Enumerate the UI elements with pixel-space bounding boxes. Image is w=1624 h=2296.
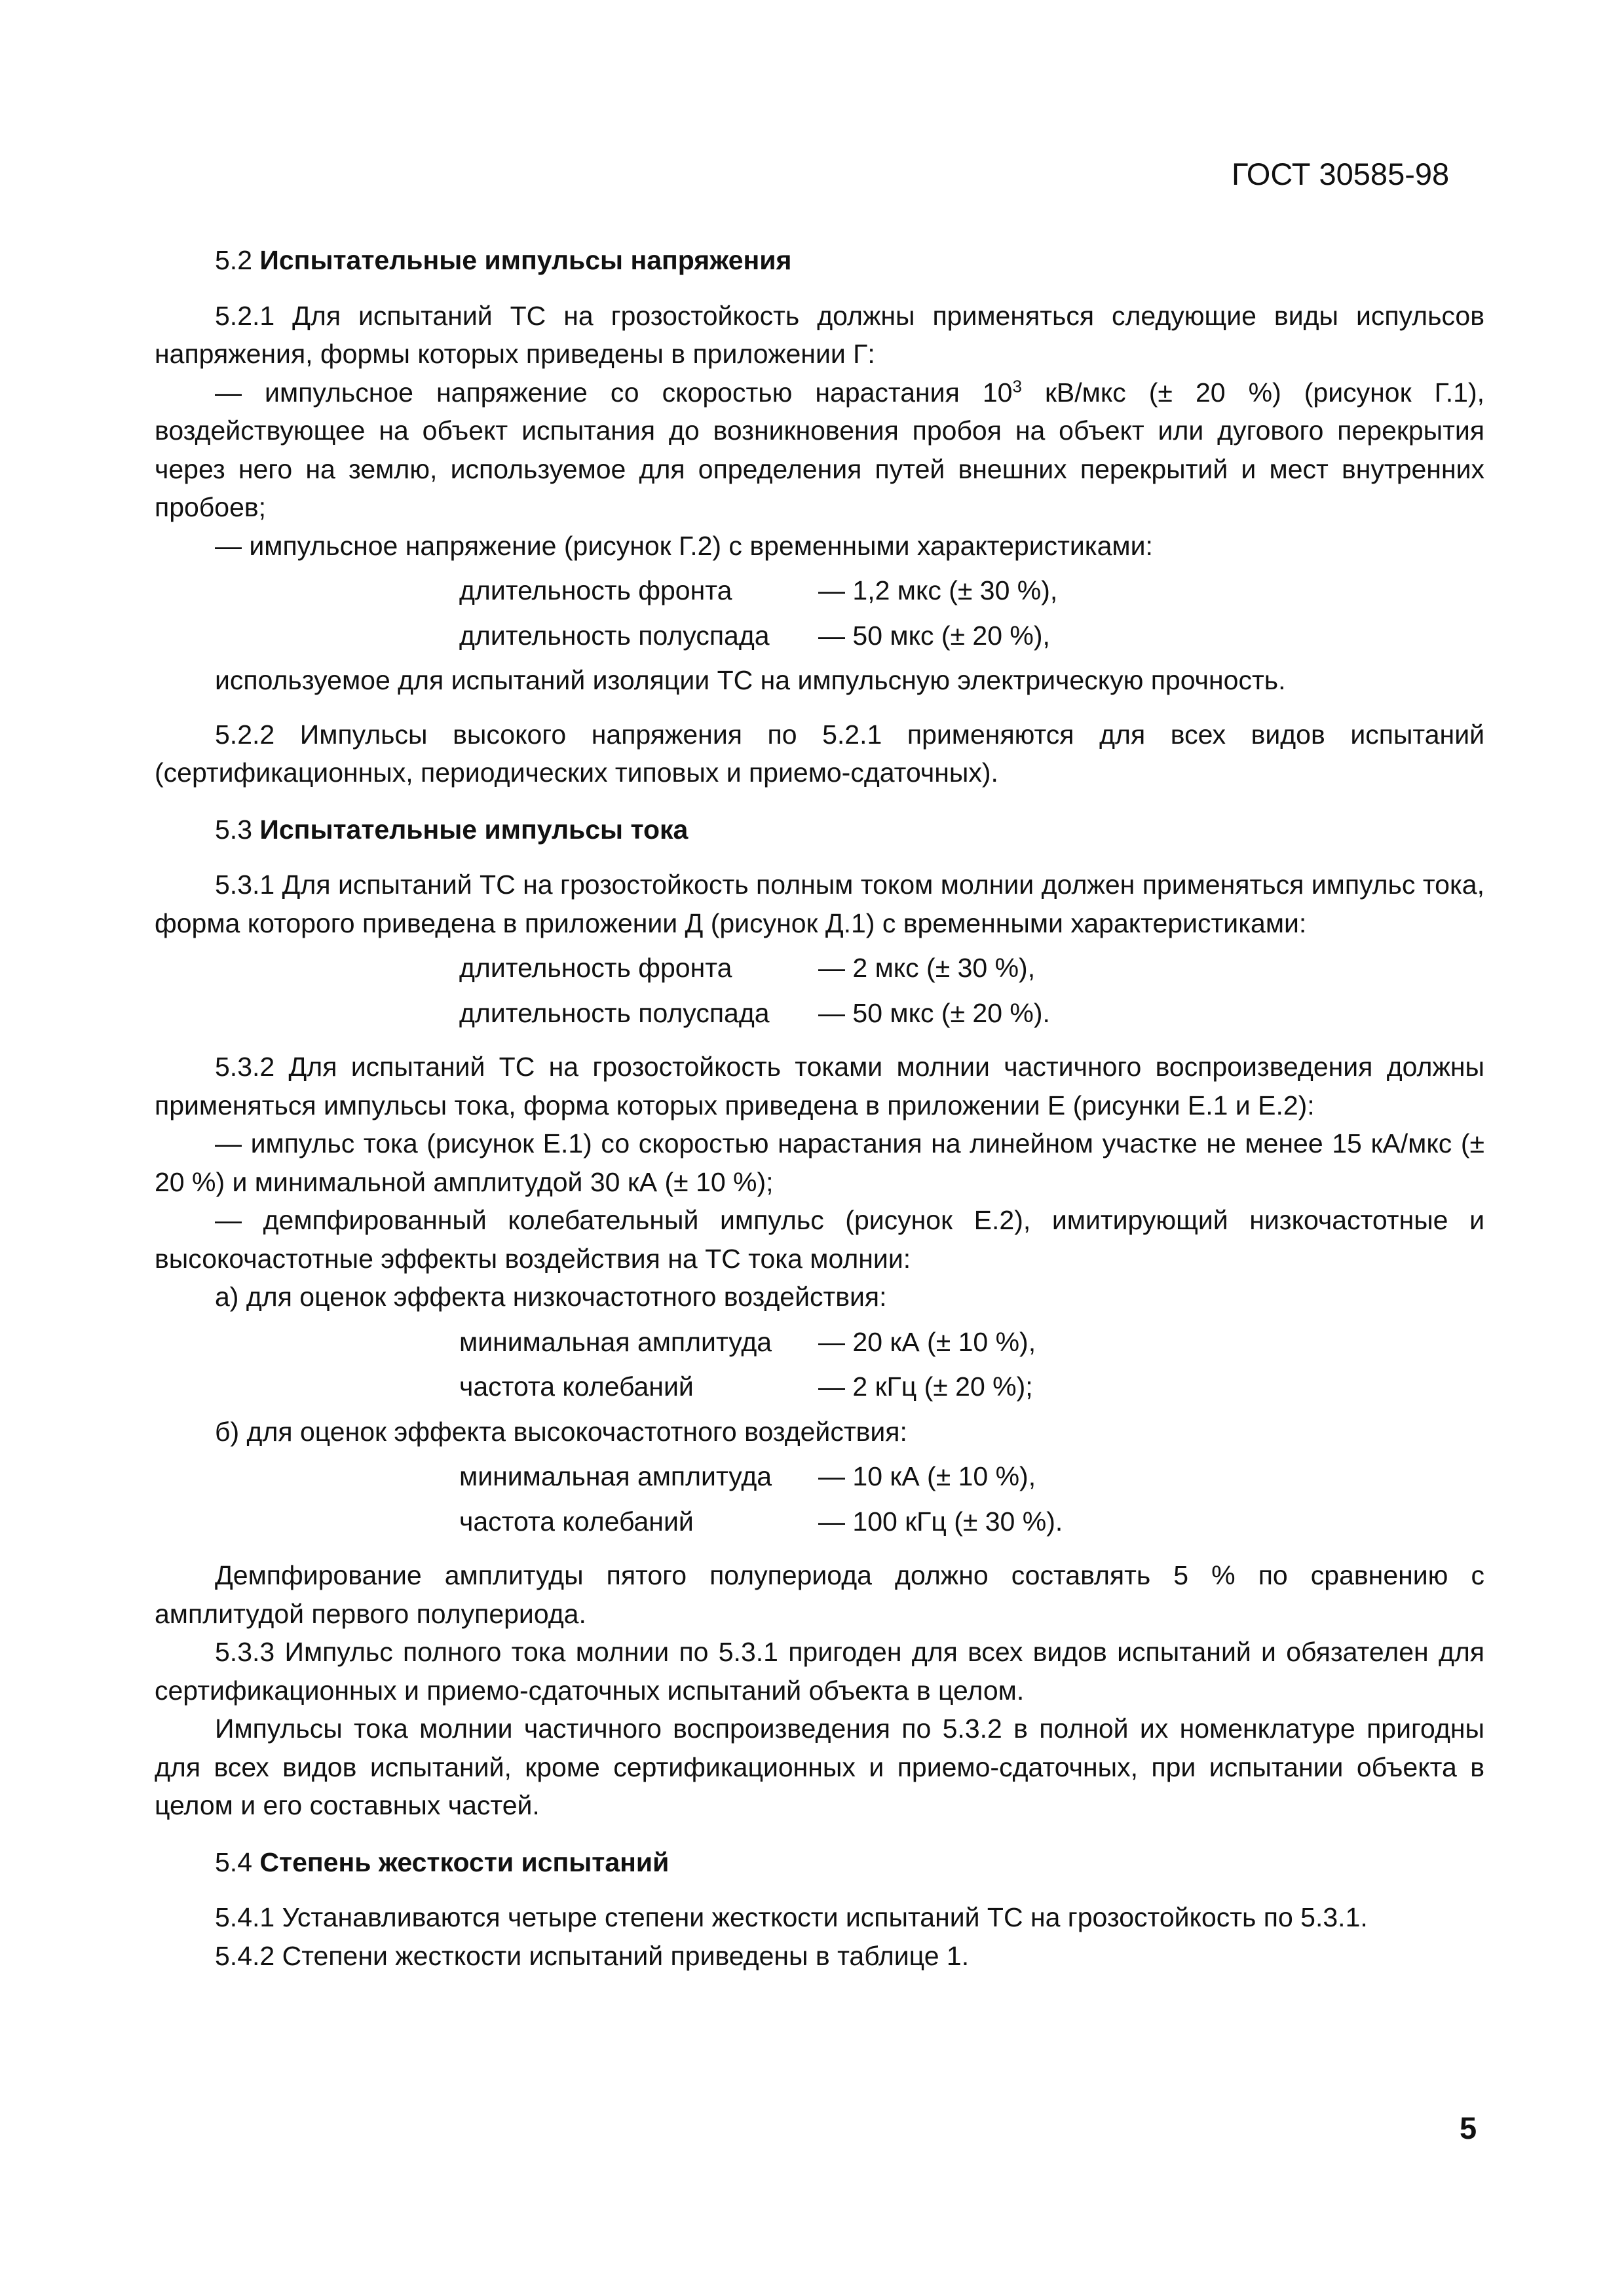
paragraph-current-impulse: — импульс тока (рисунок Е.1) со скоростью нарастания на линейном участке не менее 15 кА/мкс (± 20 %) и минимальной амплитудой 30 кА (± 10 %); [155, 1128, 1484, 1197]
param-label: длительность полуспада [459, 620, 770, 651]
paragraph-impulse-voltage-2: — импульсное напряжение (рисунок Г.2) с временными характеристиками: [215, 530, 1153, 561]
section-heading-5-3 [155, 811, 1484, 849]
param-row [459, 994, 1484, 1033]
param-row [459, 617, 1484, 655]
paragraph-low-freq: а) для оценок эффекта низкочастотного воздействия: [215, 1282, 887, 1312]
superscript: 3 [1012, 375, 1022, 396]
text-part: — импульсное напряжение со скоростью нарастания 10 [215, 377, 1013, 408]
paragraph-5-4-2: 5.4.2 Степени жесткости испытаний приведены в таблице 1. [215, 1940, 970, 1971]
section-number: 5.4 [215, 1846, 252, 1877]
param-label: длительность фронта [459, 575, 732, 605]
param-value: — 1,2 мкс (± 30 %), [818, 575, 1058, 605]
param-value: — 100 кГц (± 30 %). [818, 1506, 1063, 1537]
section-title: Испытательные импульсы тока [259, 814, 689, 845]
paragraph-damping: Демпфирование амплитуды пятого полупериода должно составлять 5 % по сравнению с амплитудой первого полупериода. [155, 1560, 1484, 1629]
paragraph-5-3-1: 5.3.1 Для испытаний ТС на грозостойкость полным током молнии должен применяться импульс тока, форма которого приведена в приложении Д (рисунок Д.1) с временными характеристиками: [155, 870, 1484, 938]
param-row [459, 949, 1484, 987]
param-label: частота колебаний [459, 1506, 694, 1537]
param-label: минимальная амплитуда [459, 1326, 772, 1357]
text-part: кВ/мкс (± 20 %) (рисунок Г.1), воздействующее на объект испытания до возникновения пробоя на объект или дугового перекрытия через него на землю, используемое для определения путей внешних перекрытий и мест внутренних пробоев; [155, 377, 1485, 522]
param-row [459, 1457, 1484, 1496]
paragraph-5-3-3: 5.3.3 Импульс полного тока молнии по 5.3.1 пригоден для всех видов испытаний и обязателен для сертификационных и приемо-сдаточных испытаний объекта в целом. [155, 1637, 1484, 1706]
paragraph-high-freq: б) для оценок эффекта высокочастотного воздействия: [215, 1416, 907, 1447]
paragraph-impulse-voltage-1 [155, 373, 1484, 527]
section-title: Степень жесткости испытаний [259, 1846, 670, 1877]
paragraph-5-4-1: 5.4.1 Устанавливаются четыре степени жесткости испытаний ТС на грозостойкость по 5.3.1. [215, 1902, 1368, 1932]
paragraph-damped-impulse: — демпфированный колебательный импульс (рисунок Е.2), имитирующий низкочастотные и высокочастотные эффекты воздействия на ТС тока молнии: [155, 1205, 1484, 1274]
section-heading-5-4 [155, 1843, 1484, 1882]
paragraph-partial-current: Импульсы тока молнии частичного воспроизведения по 5.3.2 в полной их номенклатуре пригодны для всех видов испытаний, кроме сертификационных и приемо-сдаточных, при испытании объекта в целом и его составных частей. [155, 1713, 1484, 1820]
paragraph-usage: используемое для испытаний изоляции ТС на импульсную электрическую прочность. [215, 665, 1286, 695]
param-value: — 50 мкс (± 20 %). [818, 997, 1050, 1028]
param-value: — 2 кГц (± 20 %); [818, 1371, 1033, 1402]
param-row [459, 1368, 1484, 1406]
param-value: — 20 кА (± 10 %), [818, 1326, 1036, 1357]
param-label: частота колебаний [459, 1371, 694, 1402]
param-value: — 2 мкс (± 30 %), [818, 953, 1036, 983]
param-label: длительность полуспада [459, 997, 770, 1028]
param-row [459, 571, 1484, 610]
paragraph-5-2-1: 5.2.1 Для испытаний ТС на грозостойкость должны применяться следующие виды испульсов напряжения, формы которых приведены в приложении Г: [155, 300, 1484, 369]
param-row [459, 1323, 1484, 1362]
param-value: — 50 мкс (± 20 %), [818, 620, 1050, 651]
section-title: Испытательные импульсы напряжения [259, 245, 792, 275]
page-number: 5 [1460, 2111, 1477, 2145]
paragraph-5-2-2: 5.2.2 Импульсы высокого напряжения по 5.2.1 применяются для всех видов испытаний (сертификационных, периодических типовых и приемо-сдаточных). [155, 719, 1484, 788]
document-code: ГОСТ 30585-98 [1232, 157, 1450, 191]
section-number: 5.2 [215, 245, 252, 275]
document-body [155, 223, 1484, 1975]
section-number: 5.3 [215, 814, 252, 845]
section-heading-5-2 [155, 241, 1484, 280]
param-label: минимальная амплитуда [459, 1461, 772, 1491]
param-value: — 10 кА (± 10 %), [818, 1461, 1036, 1491]
paragraph-5-3-2: 5.3.2 Для испытаний ТС на грозостойкость токами молнии частичного воспроизведения должны применяться импульсы тока, форма которых приведена в приложении Е (рисунки Е.1 и Е.2): [155, 1052, 1484, 1120]
param-row [459, 1502, 1484, 1541]
param-label: длительность фронта [459, 953, 732, 983]
